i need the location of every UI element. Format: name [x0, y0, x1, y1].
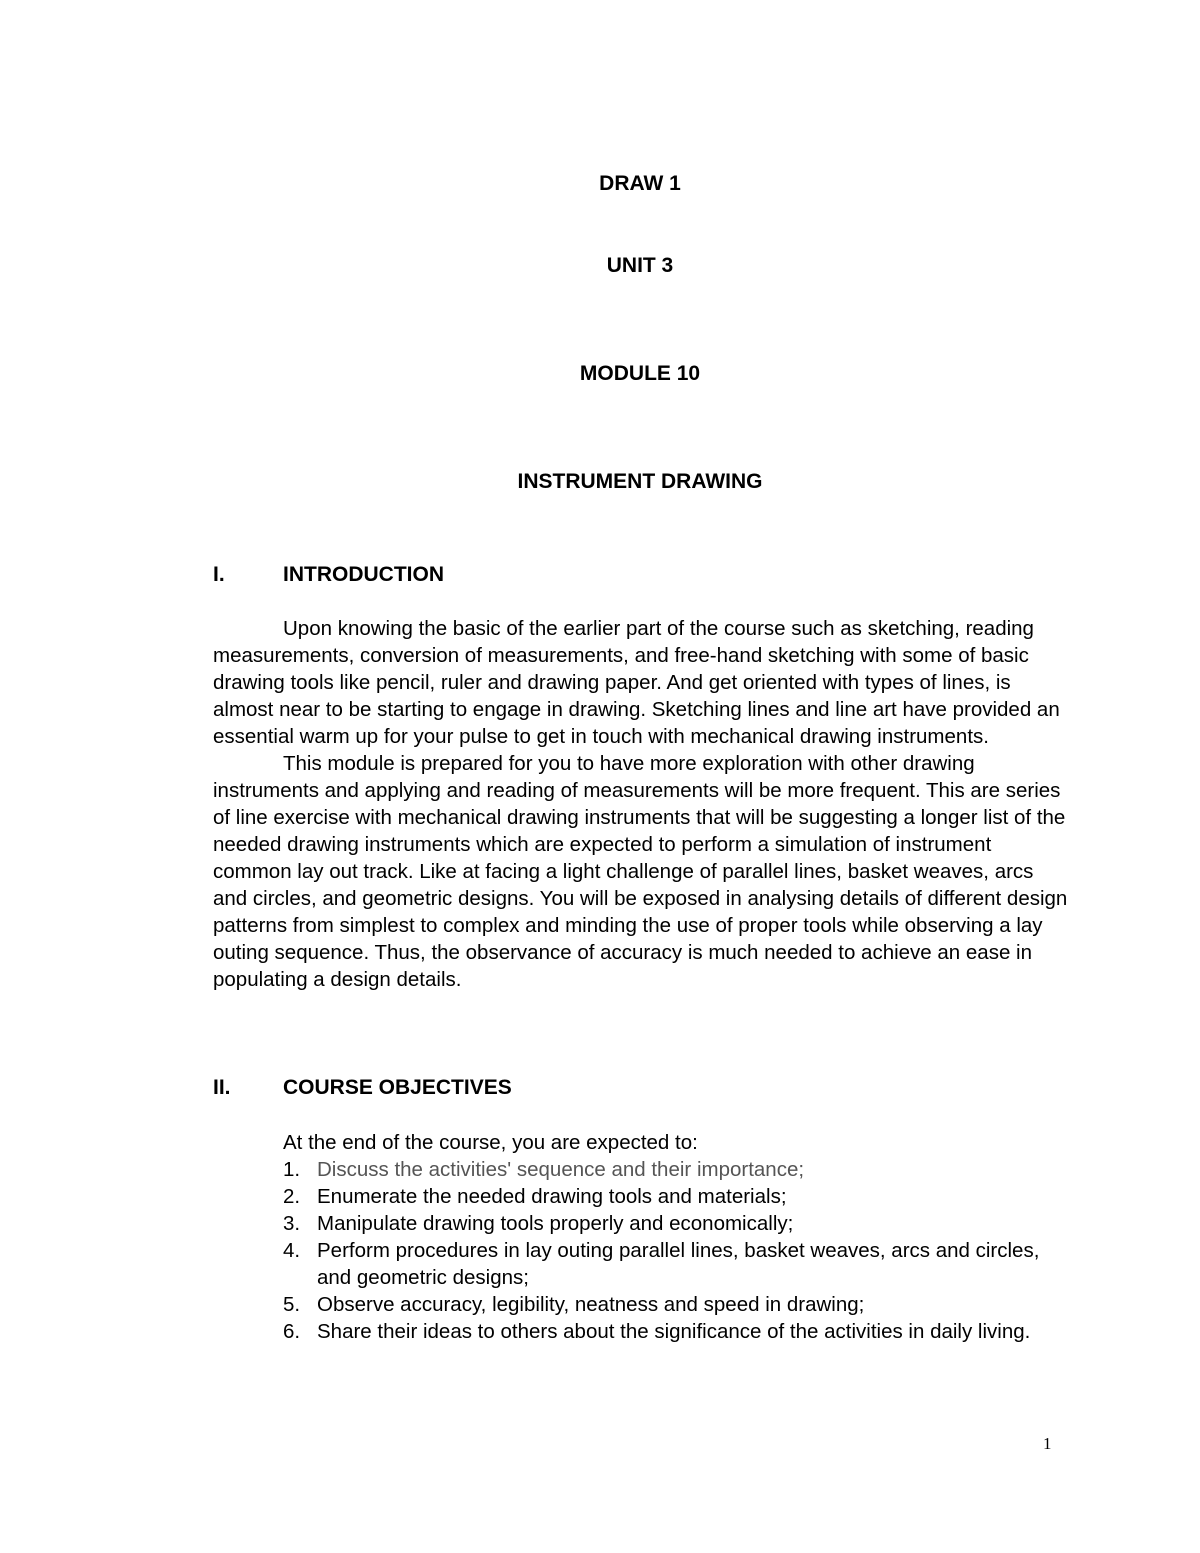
introduction-paragraph: Upon knowing the basic of the earlier part of the course such as sketching, reading measurements, conversion of measurements, and free-hand sketching with some of basic drawing tools like pencil, ruler and drawing paper. And get oriented with types of lines, is almost near to be starting to engage in drawing. Sketching lines and line art have provided an essential warm up for your pulse to get in touch with mechanical drawing instruments. [213, 617, 1060, 748]
list-item-number: 3. [283, 1212, 301, 1235]
introduction-body [213, 615, 1073, 993]
list-item-text: Manipulate drawing tools properly and economically; [317, 1212, 794, 1235]
list-item-text: Perform procedures in lay outing parallel lines, basket weaves, arcs and circles, and geometric designs; [317, 1239, 1040, 1289]
list-item-number: 5. [283, 1293, 301, 1316]
list-item-number: 4. [283, 1239, 301, 1262]
page-number: 1 [1043, 1434, 1052, 1453]
objectives-intro: At the end of the course, you are expected to: [283, 1131, 698, 1154]
section-heading-introduction [213, 562, 444, 588]
list-item [283, 1237, 1043, 1291]
course-code-title: DRAW 1 [599, 172, 681, 195]
list-item-text: Discuss the activities' sequence and their importance; [317, 1158, 805, 1181]
module-title: MODULE 10 [579, 362, 701, 385]
section-number: I. [213, 563, 225, 586]
section-title: INTRODUCTION [283, 563, 444, 586]
list-item [283, 1183, 1043, 1210]
introduction-paragraph: This module is prepared for you to have more exploration with other drawing instruments and applying and reading of measurements will be more frequent. This are series of line exercise with mechanical drawing instruments that will be suggesting a longer list of the needed drawing instruments which are expected to perform a simulation of instrument common lay out track. Like at facing a light challenge of parallel lines, basket weaves, arcs and circles, and geometric designs. You will be exposed in analysing details of different design patterns from simplest to complex and minding the use of proper tools while observing a lay outing sequence. Thus, the observance of accuracy is much needed to achieve an ease in populating a design details. [213, 752, 1068, 991]
objectives-list [283, 1156, 1043, 1345]
unit-title: UNIT 3 [606, 254, 674, 277]
list-item-number: 1. [283, 1158, 301, 1181]
section-title: COURSE OBJECTIVES [283, 1076, 512, 1099]
list-item-number: 2. [283, 1185, 301, 1208]
list-item-text: Enumerate the needed drawing tools and materials; [317, 1185, 787, 1208]
list-item [283, 1291, 1043, 1318]
list-item-number: 6. [283, 1320, 301, 1343]
section-heading-course-objectives [213, 1075, 512, 1101]
section-number: II. [213, 1076, 231, 1099]
document-title: INSTRUMENT DRAWING [517, 470, 763, 493]
list-item [283, 1210, 1043, 1237]
list-item [283, 1156, 1043, 1183]
list-item-text: Share their ideas to others about the significance of the activities in daily living. [317, 1320, 1031, 1343]
list-item [283, 1318, 1043, 1345]
list-item-text: Observe accuracy, legibility, neatness and speed in drawing; [317, 1293, 865, 1316]
